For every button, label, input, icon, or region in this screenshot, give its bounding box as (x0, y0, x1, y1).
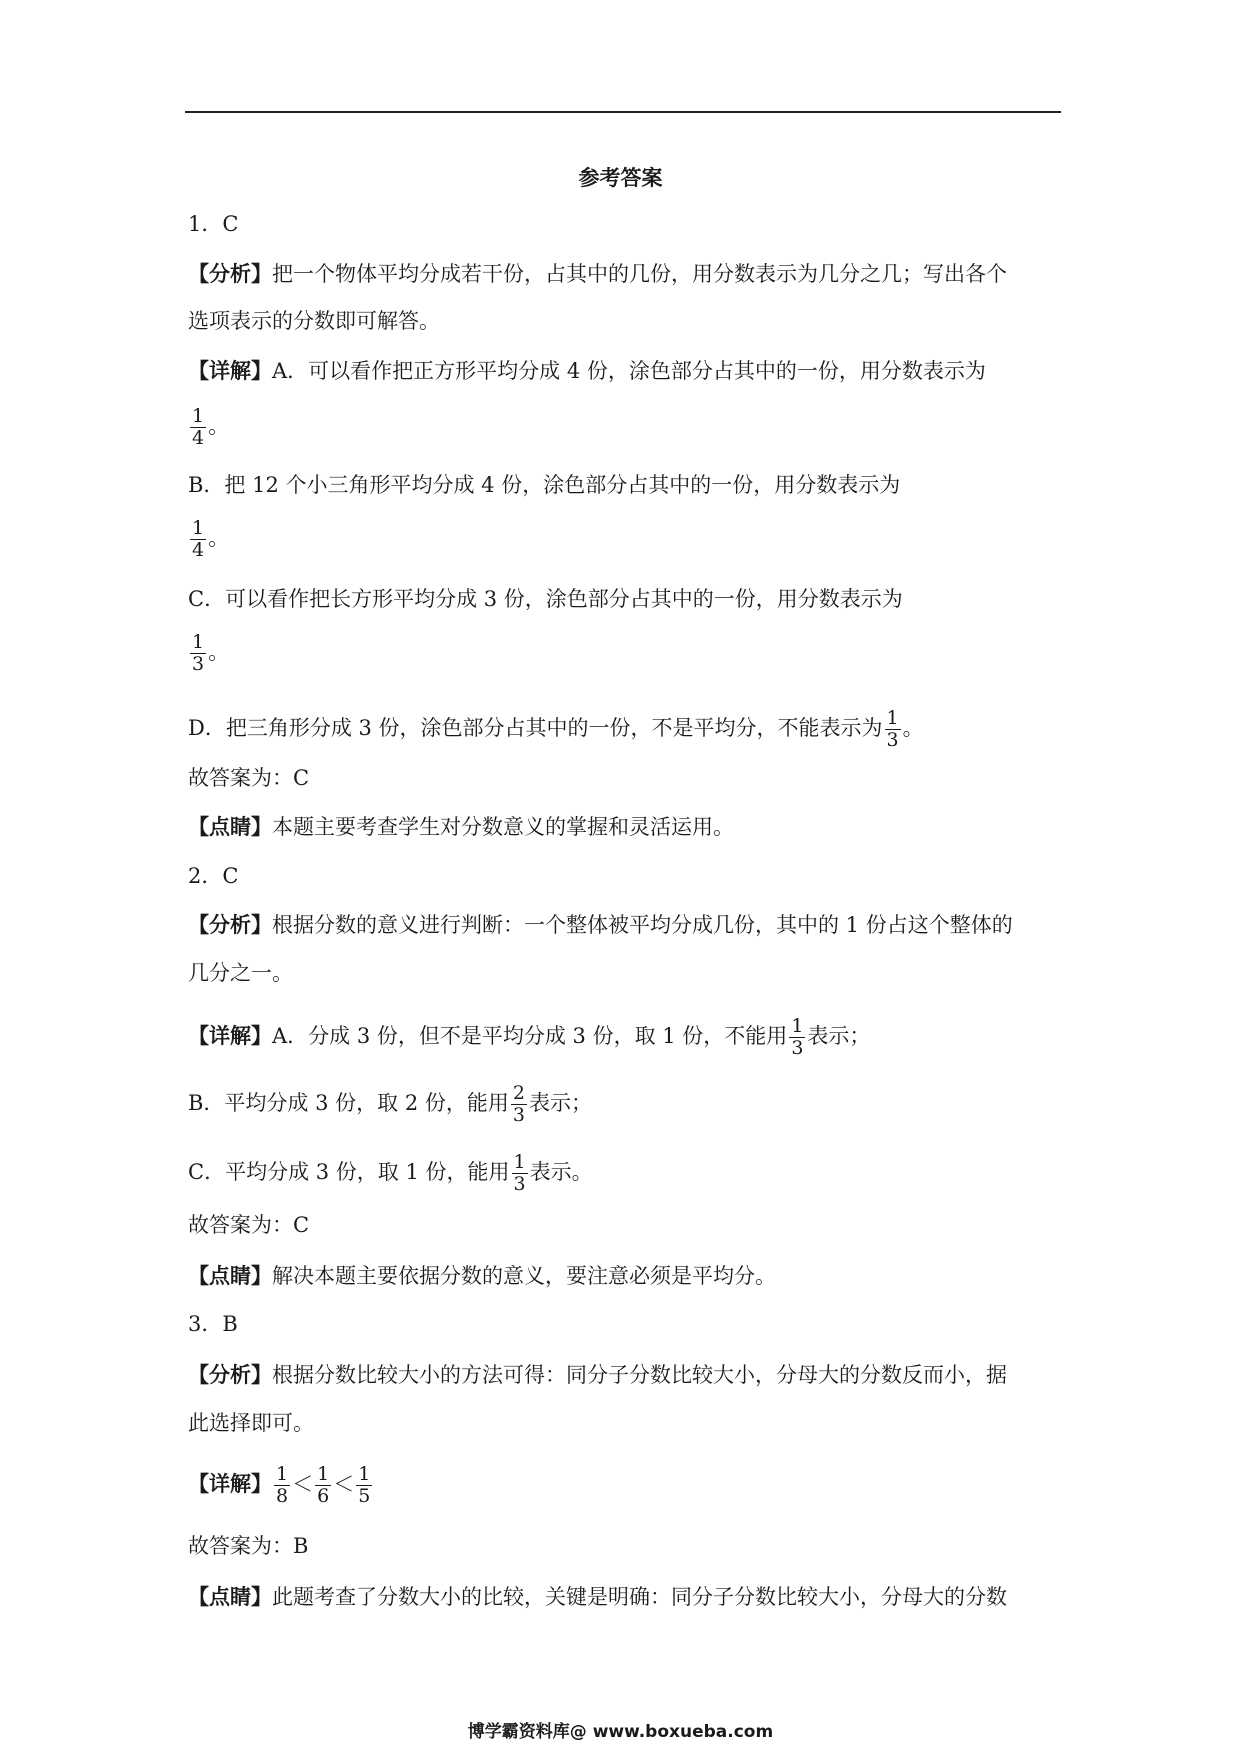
numerator: 1 (276, 1463, 289, 1485)
denominator: 8 (276, 1485, 289, 1507)
detail-end: 表示； (528, 1091, 592, 1115)
fraction (789, 1016, 805, 1059)
fraction (512, 1152, 528, 1195)
q2-analysis-line1 (188, 911, 1013, 939)
header-rule (185, 111, 1061, 113)
detail-text: B．平均分成 3 份，取 2 份，能用 (188, 1091, 509, 1115)
q1-final-answer: 故答案为：C (188, 766, 310, 790)
analysis-tag: 【分析】 (188, 1363, 272, 1387)
numerator: 2 (512, 1082, 525, 1104)
analysis-tag: 【分析】 (188, 262, 272, 286)
numerator: 1 (791, 1015, 804, 1037)
fraction (190, 632, 206, 675)
comment-tag: 【点睛】 (188, 815, 272, 839)
fraction (511, 1083, 527, 1126)
footer-watermark: 博学霸资料库@ www.boxueba.com (467, 1722, 774, 1742)
q3-comment (188, 1583, 1007, 1611)
fraction (315, 1464, 331, 1507)
denominator: 3 (513, 1173, 526, 1195)
numerator: 1 (886, 707, 899, 729)
analysis-tag: 【分析】 (188, 913, 272, 937)
q1-analysis-line1 (188, 260, 1007, 288)
detail-text: A．可以看作把正方形平均分成 4 份，涂色部分占其中的一份，用分数表示为 (272, 359, 986, 383)
denominator: 3 (192, 653, 205, 675)
numerator: 1 (513, 1151, 526, 1173)
period: 。 (902, 716, 924, 740)
period: 。 (208, 414, 230, 438)
q2-answer: 2．C (188, 864, 239, 888)
period: 。 (208, 526, 230, 550)
fraction (885, 708, 901, 751)
q1-detail-a (188, 357, 986, 385)
numerator: 1 (317, 1463, 330, 1485)
q3-analysis-line2: 此选择即可。 (188, 1411, 314, 1435)
q2-comment (188, 1262, 776, 1290)
comment-tag: 【点睛】 (188, 1264, 272, 1288)
analysis-text: 把一个物体平均分成若干份，占其中的几份，用分数表示为几分之几；写出各个 (272, 262, 1007, 286)
fraction (356, 1464, 372, 1507)
q1-detail-b: B．把 12 个小三角形平均分成 4 份，涂色部分占其中的一份，用分数表示为 (188, 473, 901, 497)
denominator: 4 (192, 427, 205, 449)
q3-detail (188, 1464, 374, 1507)
page-title: 参考答案 (578, 166, 663, 190)
detail-text: C．平均分成 3 份，取 1 份，能用 (188, 1160, 510, 1184)
numerator: 1 (192, 631, 205, 653)
q2-detail-a (188, 1016, 870, 1059)
numerator: 1 (192, 405, 205, 427)
q1-analysis-line2: 选项表示的分数即可解答。 (188, 309, 440, 333)
detail-text: D．把三角形分成 3 份，涂色部分占其中的一份，不是平均分，不能表示为 (188, 716, 883, 740)
q3-final-answer: 故答案为：B (188, 1534, 309, 1558)
q1-fraction-a (188, 406, 229, 449)
numerator: 1 (358, 1463, 371, 1485)
analysis-text: 根据分数比较大小的方法可得：同分子分数比较大小，分母大的分数反而小，据 (272, 1363, 1007, 1387)
denominator: 4 (192, 539, 205, 561)
q3-analysis-line1 (188, 1361, 1007, 1389)
detail-text: A．分成 3 份，但不是平均分成 3 份，取 1 份，不能用 (272, 1024, 788, 1048)
detail-tag: 【详解】 (188, 359, 272, 383)
comment-text: 此题考查了分数大小的比较，关键是明确：同分子分数比较大小，分母大的分数 (272, 1585, 1007, 1609)
denominator: 3 (512, 1104, 525, 1126)
q2-detail-c (188, 1152, 593, 1195)
q1-comment (188, 813, 734, 841)
comment-tag: 【点睛】 (188, 1585, 272, 1609)
detail-tag: 【详解】 (188, 1472, 272, 1496)
q1-answer: 1．C (188, 212, 239, 236)
numerator: 1 (192, 517, 205, 539)
q2-final-answer: 故答案为：C (188, 1213, 310, 1237)
denominator: 3 (886, 729, 899, 751)
less-than-sign: ＜ (292, 1472, 314, 1496)
q2-analysis-line2: 几分之一。 (188, 961, 293, 985)
fraction (190, 518, 206, 561)
detail-end: 表示。 (529, 1160, 593, 1184)
denominator: 3 (791, 1037, 804, 1059)
fraction (190, 406, 206, 449)
comment-text: 本题主要考查学生对分数意义的掌握和灵活运用。 (272, 815, 734, 839)
q2-detail-b (188, 1083, 592, 1126)
denominator: 6 (317, 1485, 330, 1507)
q1-fraction-c (188, 632, 229, 675)
detail-tag: 【详解】 (188, 1024, 272, 1048)
q3-answer: 3．B (188, 1312, 238, 1336)
period: 。 (208, 640, 230, 664)
q1-detail-d (188, 708, 924, 751)
denominator: 5 (358, 1485, 371, 1507)
q1-detail-c: C．可以看作把长方形平均分成 3 份，涂色部分占其中的一份，用分数表示为 (188, 587, 903, 611)
fraction (274, 1464, 290, 1507)
q1-fraction-b (188, 518, 229, 561)
analysis-text: 根据分数的意义进行判断：一个整体被平均分成几份，其中的 1 份占这个整体的 (272, 913, 1013, 937)
comment-text: 解决本题主要依据分数的意义，要注意必须是平均分。 (272, 1264, 776, 1288)
less-than-sign: ＜ (333, 1472, 355, 1496)
detail-end: 表示； (807, 1024, 871, 1048)
